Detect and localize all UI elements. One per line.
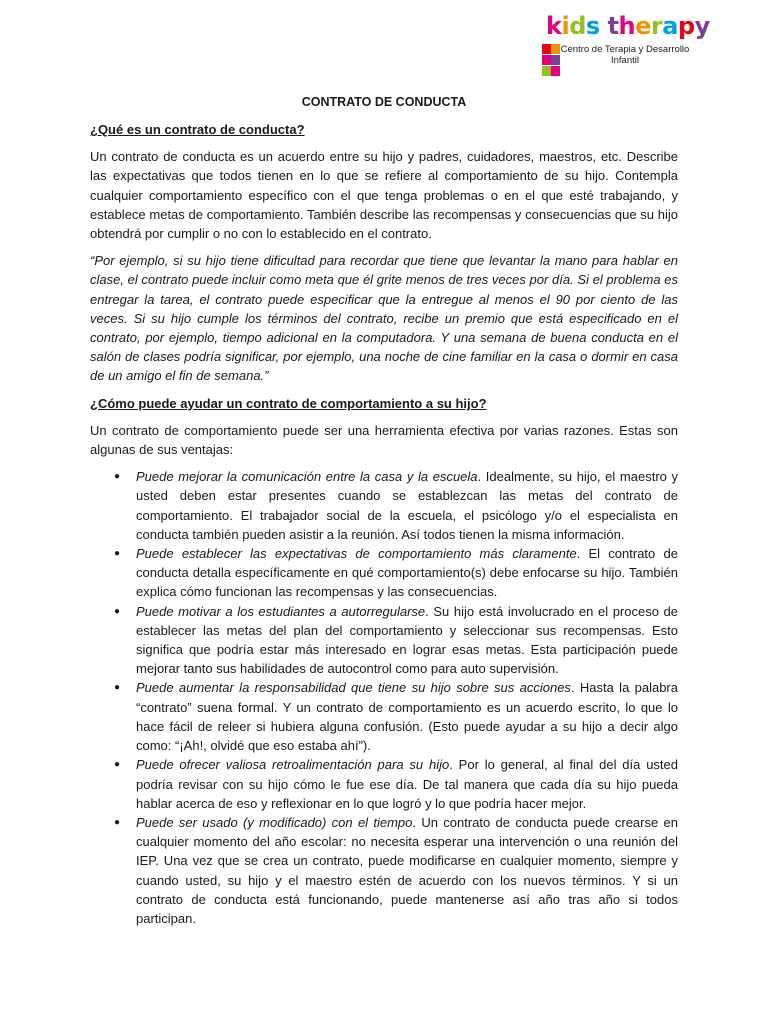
document-body: [90, 120, 678, 928]
logo-subtitle-line2: Infantil: [611, 55, 639, 66]
item-text: . El contrato de conducta detalla específicamente en qué comportamiento(s) debe enfocarse su hijo. También explica cómo funcionan las recompensas y las consecuencias.: [136, 546, 678, 600]
logo-subtitle: [560, 44, 690, 66]
bullet-icon: ●: [114, 605, 121, 617]
item-lead: Puede ofrecer valiosa retroalimentación para su hijo: [136, 757, 450, 773]
bullet-icon: ●: [114, 759, 121, 771]
advantages-list: [90, 467, 678, 928]
kids-therapy-logo: [540, 12, 710, 76]
logo-subtitle-line1: Centro de Terapia y Desarrollo: [560, 44, 690, 55]
intro-paragraph: Un contrato de conducta es un acuerdo entre su hijo y padres, cuidadores, maestros, etc. Describe las expectativas que todos tienen en lo que se refiere al comportamiento de su hijo. Contempla cualquier comportamiento específico con el que tenga problemas o en el que esté trabajando, y establece metas de comportamiento. También describe las recompensas y consecuencias que su hijo obtendrá por cumplir o no con lo establecido en el contrato.: [90, 149, 678, 242]
section-heading-what-is: ¿Qué es un contrato de conducta?: [90, 122, 305, 137]
list-item: [90, 467, 678, 544]
item-text: . Por lo general, al final del día usted podría revisar con su hijo cómo le fue ese día. De tal manera que cada día su hijo pueda hablar acerca de eso y reflexionar en lo que logró y lo que podría hacer mejor.: [136, 757, 678, 811]
item-lead: Puede establecer las expectativas de comportamiento más claramente: [136, 546, 577, 562]
item-text: . Hasta la palabra “contrato” suena formal. Y un contrato de comportamiento es un acuerdo escrito, lo que lo hace fácil de releer si hubiera alguna confusión. (Esto puede ayudar a su hijo a decir algo como: “¡Ah!, olvidé que eso estaba ahí”).: [136, 680, 678, 754]
list-item: [90, 813, 678, 928]
example-quote: “Por ejemplo, si su hijo tiene dificultad para recordar que tiene que levantar la mano para hablar en clase, el contrato puede incluir como meta que él grite menos de tres veces por día. Si el problema es entregar la tarea, el contrato puede especificar que la entregue al menos el 90 por ciento de las veces. Si su hijo cumple los términos del contrato, recibe un premio que está especificado en el contrato, por ejemplo, tiempo adicional en la computadora. Y una semana de buena conducta en el salón de clases podría significar, por ejemplo, una noche de cine familiar en la casa o dormir en casa de un amigo el fin de semana.”: [90, 253, 678, 384]
item-lead: Puede mejorar la comunicación entre la casa y la escuela: [136, 469, 478, 485]
item-text: . Su hijo está involucrado en el proceso de establecer las metas del plan del comportamiento y seleccionar sus recompensas. Esto significa que podría estar más interesado en lograr esas metas. Esta participación puede mejorar tanto sus habilidades de autocontrol como para auto supervisión.: [136, 603, 678, 677]
item-text: . Idealmente, su hijo, el maestro y usted deben estar presentes cuando se establezcan las metas del contrato de comportamiento. El trabajador social de la escuela, el psicólogo y/o el especialista en conducta también pueden asistir a la reunión. Así todos tienen la misma información.: [136, 469, 679, 542]
item-lead: Puede ser usado (y modificado) con el tiempo: [136, 814, 413, 830]
section-heading-how-helps: ¿Cómo puede ayudar un contrato de comportamiento a su hijo?: [90, 395, 487, 411]
list-item: [90, 678, 678, 755]
list-item: [90, 755, 678, 813]
list-item: [90, 602, 678, 679]
document-title: CONTRATO DE CONDUCTA: [301, 95, 467, 109]
item-text: . Un contrato de conducta puede crearse en cualquier momento del año escolar: no necesita esperar una intervención o una reunión del IEP. Una vez que se crea un contrato, puede modificarse en cualquier momento, siempre y cuando usted, su hijo y el maestro estén de acuerdo con los nuevos términos. Y si un contrato de conducta está funcionando, puede mantenerse así año tras año si todos participan.: [136, 814, 678, 926]
bullet-icon: ●: [114, 682, 121, 694]
logo-wordmark: kids therapy: [546, 12, 710, 40]
advantages-intro: Un contrato de comportamiento puede ser una herramienta efectiva por varias razones. Estas son algunas de sus ventajas:: [90, 422, 678, 458]
logo-blocks-icon: [542, 44, 562, 76]
bullet-icon: ●: [114, 548, 121, 560]
list-item: [90, 544, 678, 602]
item-lead: Puede aumentar la responsabilidad que tiene su hijo sobre sus acciones: [136, 680, 571, 696]
bullet-icon: ●: [114, 471, 121, 483]
bullet-icon: ●: [114, 816, 121, 828]
item-lead: Puede motivar a los estudiantes a autorregularse: [136, 603, 426, 619]
